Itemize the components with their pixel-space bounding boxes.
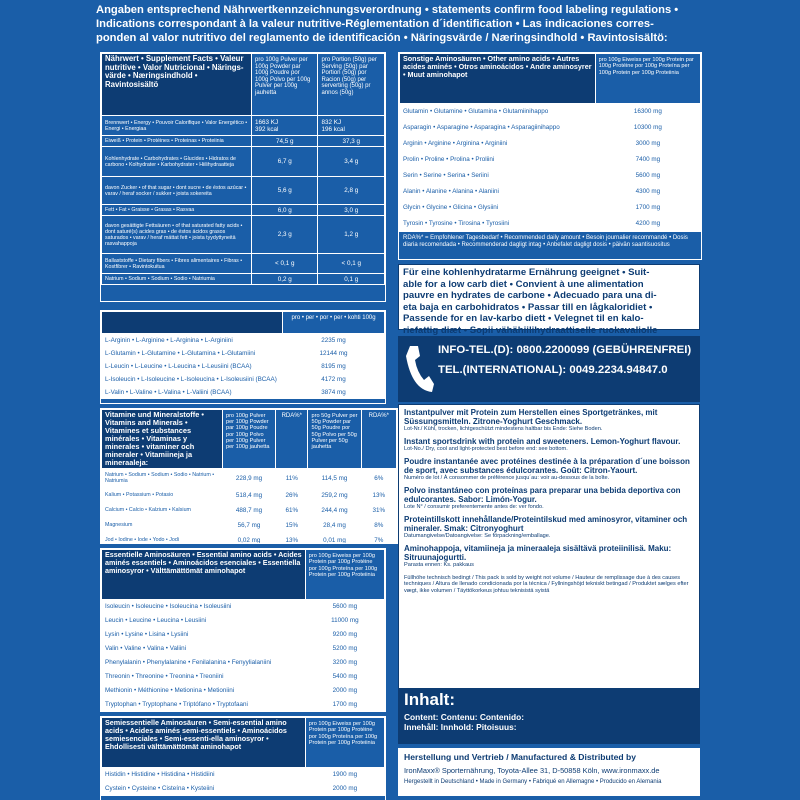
amino-label: Glutamin • Glutamine • Glutamina • Glutamiinihappo [400,104,596,120]
amino-label: Threonin • Threonine • Treonina • Treoniini [102,670,306,684]
info-tel-international: TEL.(INTERNATIONAL): 0049.2234.94847.0 [438,364,668,376]
per-serving-header: pro Portion (50g) per Serving (50g) par Portion (50g) por Racion (50g) per serverting (50g) pr annos (50g) [318,54,385,116]
low-carb-line: eta baja en carbohidratos • Passar till en lågkaloridiet • [403,301,653,313]
mineral-value: 228,9 mg [222,469,275,488]
amino-value: 3200 mg [305,656,384,670]
info-tel-panel [398,336,700,402]
desc-note: Parasta ennen: Ks. pakkaus [404,562,474,569]
amino-label: Lysin • Lysine • Lisina • Lysiini [102,628,306,642]
rda-value: 26% [276,488,308,503]
amino-value: 2235 mg [283,334,385,347]
per-50g-header: pro 50g Pulver per 50g Powder par 50g Poudre por 50g Polvo per 50g Pulver per 50g jauhetta [308,410,361,469]
amino-label: Prolin • Proline • Prolina • Proliini [400,152,596,168]
amino-label: Cystein • Cysteine • Cisteína • Kysteiini [102,782,306,796]
semi-essential-header: Semiessentielle Aminosäuren • Semi-essential amino acids • Acides aminés semi-essentiels • Aminoácidos semiesenciales • Semi-essenti-ella aminosyror • Ehdollisesti välttämättömät aminohapot [102,718,306,768]
nutrient-label: Brennwert • Energy • Pouvoir Calorifique • Valor Energético • Energi • Energiaa [102,116,252,136]
mineral-label: Jod • Iodine • Iode • Yodo • Jodi [102,533,223,545]
nutrient-value: 5,6 g [251,177,318,205]
amino-label: L-Valin • L-Valine • L-Valina • L-Valiini (BCAA) [102,386,283,399]
content-title: Inhalt: [404,690,455,709]
amino-value: 12144 mg [283,347,385,360]
amino-value: 5600 mg [595,168,700,184]
amino-value: 2000 mg [305,782,384,796]
fill-height-note: Füllhöhe technisch bedingt / This pack is sold by weight not volume / Hauteur de remplissage due à des causes techniques / Altura de llenado condicionada por la técnica / Fyllningshöjd tekniskt betingad / Produktet sælges efter vægt, ikke volumen / Täyttökorkeus johtuu teknisistä syistä [404,574,689,594]
amino-value: 8195 mg [283,360,385,373]
nutrient-label: Natrium • Sodium • Sodium • Sodio • Natriumia [102,274,252,285]
amino-label: Isoleucin • Isoleucine • Isoleucina • Isoleusiini [102,600,306,614]
regulation-header [96,4,706,45]
desc-title: Instantpulver mit Protein zum Herstellen eines Sportgetränkes, mit Süssungsmitteln. Zitrone-Yoghurt Geschmack. [404,408,658,427]
amino-value: 7400 mg [595,152,700,168]
nutrient-value: 74,5 g [251,136,318,147]
mineral-value: 56,7 mg [222,518,275,533]
per-100g-protein-header: pro 100g Eiweiss per 100g Protein par 100g Protéine por 100g Proteína per 100g Protein per 100g Proteiinia [305,718,384,768]
mineral-value: 0,01 mg [308,533,361,545]
amino-value: 1900 mg [305,768,384,782]
mineral-value: 518,4 mg [222,488,275,503]
desc-title: Proteintillskott innehållande/Proteintilskud med aminosyror, vitaminer och mineraler. Smak: Citronyoghurt [404,514,688,533]
mineral-value: 259,2 mg [308,488,361,503]
mineral-label: Magnesium [102,518,223,533]
desc-note: Lote N° / consumir preferentemente antes de: ver fondo. [404,504,544,511]
amino-value: 1700 mg [595,200,700,216]
amino-label: L-Leucin • L-Leucine • L-Leucina • L-Leusiini (BCAA) [102,360,283,373]
nutrient-value: 0,1 g [318,274,385,285]
phone-icon [402,342,436,396]
nutrient-value: < 0,1 g [251,254,318,274]
manufacturer-title: Herstellung und Vertrieb / Manufactured & Distributed by [404,752,637,762]
per-100g-protein-header: pro 100g Eiweiss per 100g Protein par 100g Protéine por 100g Proteína per 100g Protein per 100g Proteiinia [305,550,384,600]
nutrient-value: 2,3 g [251,216,318,254]
amino-label: Glycin • Glycine • Glicina • Glysiini [400,200,596,216]
amino-label: Histidin • Histidine • Histidina • Histidiini [102,768,306,782]
content-panel [398,688,700,744]
nutrient-label: Ballaststoffe • Dietary fibers • Fibres alimentaires • Fibras • Kostfibrer • Ravintokuitua [102,254,252,274]
rda-value: 7% [361,533,396,545]
amino-label: L-Isoleucin • L-Isoleucine • L-Isoleucina • L-Isoleusiini (BCAA) [102,373,283,386]
other-amino-table [398,52,702,260]
other-amino-header: Sonstige Aminosäuren • Other amino acids • Autres acides aminés • Otros aminoácidos • Andre aminosyrer • Muut aminohapot [400,54,596,104]
desc-note: Numéro de lot / À consommer de préférence jusqu´au: voir au-dessous de la boîte. [404,475,610,482]
content-subtitle: Content: Contenu: Contenido: Innehåll: Innhold: Pitoisuus: [404,712,525,732]
amino-value: 5400 mg [305,670,384,684]
bcaa-table [100,310,386,404]
manufacturer-panel [398,748,700,796]
rda-value: 15% [276,518,308,533]
header-line: ponden al valor nutritivo del reglamento de identificación • Näringsvärde / Næringsindhold • Ravintosisältö: [96,31,668,44]
rda-value: 11% [276,469,308,488]
amino-value: 4200 mg [595,216,700,232]
rda-value: 13% [276,533,308,545]
mineral-label: Calcium • Calcio • Kalzium • Kalsium [102,503,223,518]
desc-note: Lot-Nr./ Kühl, trocken, lichtgeschützt mindestens haltbar bis Ende: Siehe Boden. [404,426,603,433]
nutrient-label: davon gesättigte Fettsäuren • of that saturated fatty acids • dont saturé(s) acides gras • de éstos ácidos grasos saturados • varav / heraf mättat fett • joista tyydyttyneitä rasvahappoja [102,216,252,254]
nutrition-header: Nährwert • Supplement Facts • Valeur nutritive • Valor Nutricional • Närings-värde • Næringsindhold • Ravintosisältö [102,54,252,116]
amino-label: L-Arginin • L-Arginine • L-Arginina • L-Arginiini [102,334,283,347]
nutrient-label: davon Zucker • of that sugar • dont sucre • de éstos azúcar • varav / heraf socker / sukker • joista sokereita [102,177,252,205]
amino-label: Serin • Serine • Serina • Seriini [400,168,596,184]
low-carb-line: riefattig diæt • Sopii vähähiilihydraattiselle ruokavaliolle [403,324,658,336]
mineral-label: Natrium • Sodium • Sodium • Sodio • Natrium • Natriumia [102,469,223,488]
manufacturer-address: IronMaxx® Sporternährung, Toyota-Allee 31, D-50858 Köln, www.ironmaxx.de [404,766,660,775]
mineral-value: 28,4 mg [308,518,361,533]
amino-value: 3874 mg [283,386,385,399]
amino-label: Methionin • Méthionine • Metionina • Metioniini [102,684,306,698]
rda-header: RDA%* [361,410,396,469]
rda-value: 13% [361,488,396,503]
amino-value: 1700 mg [305,698,384,712]
amino-value: 5600 mg [305,600,384,614]
rda-value: 31% [361,503,396,518]
amino-value: 4300 mg [595,184,700,200]
nutrient-label: Kohlenhydrate • Carbohydrates • Glucides • Hidratos de carbono • Kolhydrater • Karbohydrater • Hiilihydraatteja [102,147,252,177]
amino-label: Asparagin • Asparagine • Asparagina • Asparagiinihappo [400,120,596,136]
nutrient-value: 1,2 g [318,216,385,254]
amino-label: Arginin • Arginine • Arginina • Arginiini [400,136,596,152]
per-100g-protein-header: pro 100g Eiweiss per 100g Protein par 100g Protéine por 100g Proteína per 100g Protein per 100g Proteiinia [595,54,700,104]
amino-label: Valin • Valine • Valina • Valiini [102,642,306,656]
nutrient-value: 6,7 g [251,147,318,177]
vitamins-header: Vitamine und Mineralstoffe • Vitamins and Minerals • Vitamines et substances minérales • Vitaminas y minerales • vitaminer och mineraler • Vitamiineja ja mineraaleja: [102,410,223,469]
amino-value: 11000 mg [305,614,384,628]
nutrient-value: 832 KJ 196 kcal [318,116,385,136]
nutrient-value: 6,0 g [251,205,318,216]
desc-title: Instant sportsdrink with protein and sweeteners. Lemon-Yoghurt flavour. [404,437,681,446]
mineral-value: 0,02 mg [222,533,275,545]
amino-value: 5200 mg [305,642,384,656]
rda-value: 6% [361,469,396,488]
amino-label: L-Glutamin • L-Glutamine • L-Glutamina • L-Glutamiini [102,347,283,360]
mineral-label: Kalium • Potassium • Potasio [102,488,223,503]
rda-header: RDA%* [276,410,308,469]
low-carb-line: pauvre en hydrates de carbone • Adecuado para una di- [403,290,657,302]
nutrient-value: 37,3 g [318,136,385,147]
rda-value: 61% [276,503,308,518]
mineral-value: 244,4 mg [308,503,361,518]
per-100g-header: pro 100g Pulver per 100g Powder par 100g Poudre por 100g Polvo per 100g Pulver per 100g jauhetta [251,54,318,116]
amino-value: 10300 mg [595,120,700,136]
amino-label: Leucin • Leucine • Leucina • Leusiini [102,614,306,628]
amino-value: 4172 mg [283,373,385,386]
per-100g-header: pro 100g Pulver per 100g Powder par 100g Poudre por 100g Polvo per 100g Pulver per 100g jauhetta [222,410,275,469]
mineral-value: 114,5 mg [308,469,361,488]
mineral-value: 488,7 mg [222,503,275,518]
nutrient-value: 0,2 g [251,274,318,285]
desc-note: Datumangivelse/Datoangivelse: Se förpackning/emballage. [404,533,551,540]
amino-value: 9200 mg [305,628,384,642]
nutrient-label: Fett • Fat • Graisse • Grasas • Rasvaa [102,205,252,216]
nutrient-value: 3,4 g [318,147,385,177]
amino-label: Alanin • Alanine • Alanina • Alaniini [400,184,596,200]
header-line: Angaben entsprechend Nährwertkennzeichnungsverordnung • statements confirm food labeling regulations • [96,4,679,16]
bcaa-header: pro • per • por • per • kohti 100g [283,312,385,334]
essential-amino-table [100,548,386,712]
nutrient-value: 3,0 g [318,205,385,216]
rda-value: 8% [361,518,396,533]
semi-essential-table [100,716,386,800]
amino-label: Phenylalanin • Phenylalanine • Fenilalanina • Fenyylialaniini [102,656,306,670]
low-carb-panel [398,264,700,336]
desc-title: Aminohappoja, vitamiineja ja mineraaleja sisältävä proteiinilisä. Maku: Sitruunajogurtti. [404,543,672,562]
low-carb-line: Passende for en lav-karbo diett • Velegnet til en kalo- [403,313,644,325]
amino-label: Tryptophan • Tryptophane • Triptófano • Tryptofaani [102,698,306,712]
low-carb-line: able for a low carb diet • Convient à une alimentation [403,278,644,290]
nutrient-value: < 0,1 g [318,254,385,274]
vitamins-table [100,408,398,544]
low-carb-line: Für eine kohlenhydratarme Ernährung geeignet • Suit- [403,267,650,278]
essential-header: Essentielle Aminosäuren • Essential amino acids • Acides aminés essentiels • Aminoácidos esenciales • Essentiella aminosyror • Välttämättömät aminohapot [102,550,306,600]
amino-value: 16300 mg [595,104,700,120]
amino-label: Tyrosin • Tyrosine • Tirosina • Tyrosiini [400,216,596,232]
nutrition-table [100,52,386,302]
rda-note: RDA%* = Empfohlener Tagesbedarf • Recommended daily amount • Besoin journalier recommandé • Dosis diaria recomendada • Recommenderad dagligt intag • Anbefalet dagligt dosis • päivän saantisuositus [403,235,688,248]
amino-value: 3000 mg [595,136,700,152]
info-tel-national: INFO-TEL.(D): 0800.2200099 (GEBÜHRENFREI) [438,344,692,356]
desc-title: Poudre instantanée avec protéines destinée à la préparation d´une boisson de sport, avec substances édulcorantes. Goût: Citron-Yaourt. [404,456,690,475]
made-in: Hergestellt in Deutschland • Made in Germany • Fabriqué en Allemagne • Producido en Alemania [404,779,662,785]
header-line: Indications correspondant à la valeur nutritive-Réglementation d´identification • Las indicaciones corres- [96,17,654,30]
desc-title: Polvo instantáneo con proteínas para preparar una bebida deportiva con edulcorantes. Sabor: Limón-Yogur. [404,485,681,504]
desc-note: Lot-No./ Dry, cool and light-protected best before end: see bottom. [404,446,568,453]
nutrient-value: 2,8 g [318,177,385,205]
nutrient-label: Eiweiß • Protein • Protéines • Proteinas • Proteiinia [102,136,252,147]
amino-value: 2000 mg [305,684,384,698]
nutrient-value: 1663 KJ 392 kcal [251,116,318,136]
